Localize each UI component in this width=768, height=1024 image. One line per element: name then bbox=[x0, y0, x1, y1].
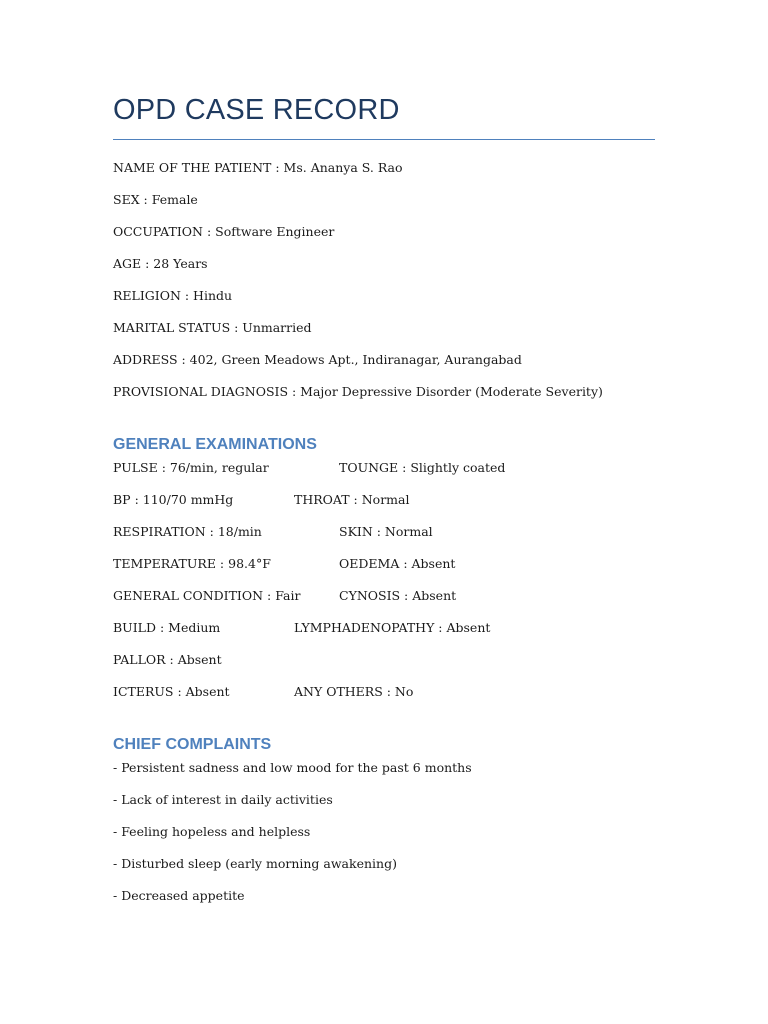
complaint-item: - Disturbed sleep (early morning awakening) bbox=[113, 856, 397, 871]
exam-temperature: TEMPERATURE : 98.4°F bbox=[113, 556, 271, 571]
provisional-diagnosis: PROVISIONAL DIAGNOSIS : Major Depressive Disorder (Moderate Severity) bbox=[113, 384, 603, 399]
exam-lymphadenopathy: LYMPHADENOPATHY : Absent bbox=[294, 620, 491, 635]
exam-oedema: OEDEMA : Absent bbox=[339, 556, 456, 571]
chief-complaints-heading: CHIEF COMPLAINTS bbox=[113, 736, 272, 753]
exam-pallor: PALLOR : Absent bbox=[113, 652, 222, 667]
complaint-item: - Lack of interest in daily activities bbox=[113, 792, 333, 807]
exam-pulse: PULSE : 76/min, regular bbox=[113, 460, 269, 475]
exam-general-condition: GENERAL CONDITION : Fair bbox=[113, 588, 301, 603]
exam-build: BUILD : Medium bbox=[113, 620, 221, 635]
general-examinations-heading: GENERAL EXAMINATIONS bbox=[113, 436, 317, 453]
patient-occupation: OCCUPATION : Software Engineer bbox=[113, 224, 335, 239]
exam-any-others: ANY OTHERS : No bbox=[294, 684, 414, 699]
exam-cynosis: CYNOSIS : Absent bbox=[339, 588, 457, 603]
patient-name: NAME OF THE PATIENT : Ms. Ananya S. Rao bbox=[113, 160, 403, 175]
exam-throat: THROAT : Normal bbox=[294, 492, 410, 507]
complaint-item: - Decreased appetite bbox=[113, 888, 245, 903]
exam-bp: BP : 110/70 mmHg bbox=[113, 492, 234, 507]
complaint-item: - Feeling hopeless and helpless bbox=[113, 824, 311, 839]
exam-skin: SKIN : Normal bbox=[339, 524, 433, 539]
patient-marital-status: MARITAL STATUS : Unmarried bbox=[113, 320, 312, 335]
patient-sex: SEX : Female bbox=[113, 192, 198, 207]
page-title: OPD CASE RECORD bbox=[113, 94, 400, 126]
patient-address: ADDRESS : 402, Green Meadows Apt., Indiranagar, Aurangabad bbox=[113, 352, 522, 367]
exam-respiration: RESPIRATION : 18/min bbox=[113, 524, 262, 539]
complaint-item: - Persistent sadness and low mood for the past 6 months bbox=[113, 760, 472, 775]
exam-tounge: TOUNGE : Slightly coated bbox=[339, 460, 506, 475]
exam-icterus: ICTERUS : Absent bbox=[113, 684, 230, 699]
patient-age: AGE : 28 Years bbox=[113, 256, 208, 271]
title-divider bbox=[113, 139, 655, 140]
patient-religion: RELIGION : Hindu bbox=[113, 288, 233, 303]
